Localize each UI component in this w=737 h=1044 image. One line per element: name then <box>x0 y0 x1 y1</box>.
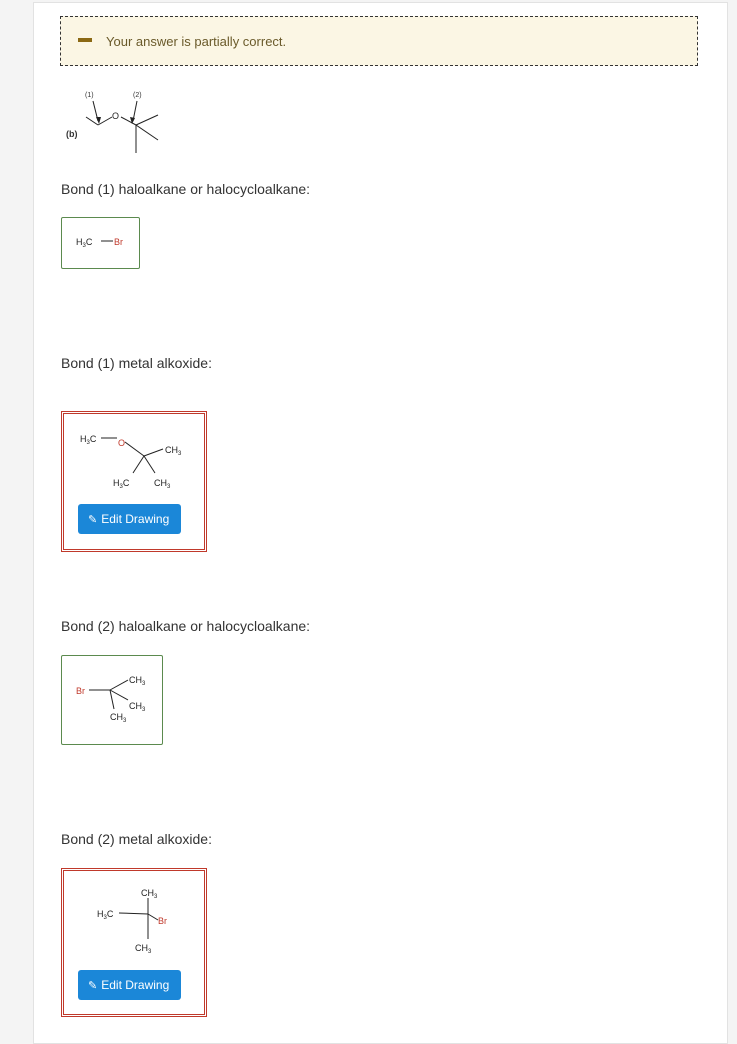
bond-ch3-a <box>86 117 98 125</box>
bond1-alkoxide-label: Bond (1) metal alkoxide: <box>61 355 212 371</box>
svg-text:Br: Br <box>114 237 123 247</box>
bond1-marker: (1) <box>85 92 94 99</box>
svg-text:CH3: $CH_3$ <box>165 445 182 457</box>
tbutyl-bromide-structure <box>62 656 162 744</box>
oxygen-atom: O <box>112 111 120 121</box>
edit-drawing-button[interactable]: ✎ Edit Drawing <box>78 504 181 534</box>
svg-text:H3C: $H_3C$ <box>113 478 130 490</box>
alkoxide1-structure <box>64 414 204 504</box>
question-structure <box>60 85 180 160</box>
svg-text:Br: Br <box>158 916 167 926</box>
pencil-icon: ✎ <box>88 980 98 992</box>
bond-c-me2 <box>136 125 158 140</box>
pencil-icon: ✎ <box>88 514 98 526</box>
edit-drawing-button[interactable]: ✎ Edit Drawing <box>78 970 181 1000</box>
bond2-haloalkane-answer[interactable] <box>61 655 163 745</box>
bond2-haloalkane-label: Bond (2) haloalkane or halocycloalkane: <box>61 618 311 634</box>
partial-icon <box>78 38 92 42</box>
svg-text:CH3: $CH_3$ <box>154 478 171 490</box>
svg-text:CH3: $CH_3$ <box>110 712 127 724</box>
alkoxide2-structure <box>64 871 204 961</box>
bond1-arrowhead <box>96 117 101 124</box>
bond1-alkoxide-answer[interactable] <box>61 411 207 552</box>
bond1-haloalkane-label: Bond (1) haloalkane or halocycloalkane: <box>61 181 311 197</box>
methyl-bromide-structure <box>62 218 139 268</box>
bond2-alkoxide-label: Bond (2) metal alkoxide: <box>61 831 212 847</box>
part-label: (b) <box>66 129 78 139</box>
svg-text:H3C: $H_3C$ <box>80 434 97 446</box>
bond-c-me1 <box>136 115 158 125</box>
svg-text:H3C: $H_3C$ <box>97 909 114 921</box>
svg-text:CH3: $CH_3$ <box>141 888 158 900</box>
svg-text:CH3: $CH_3$ <box>129 701 146 713</box>
svg-text:CH3: $CH_3$ <box>129 675 146 687</box>
svg-text:O: O <box>118 438 126 448</box>
svg-text:H3C: $H_3C$ <box>76 237 93 249</box>
bond2-marker: (2) <box>133 92 142 99</box>
svg-text:CH3: $CH_3$ <box>135 943 152 955</box>
feedback-banner <box>60 16 698 66</box>
svg-text:Br: Br <box>76 686 85 696</box>
bond2-alkoxide-answer[interactable] <box>61 868 207 1017</box>
feedback-message: Your answer is partially correct. <box>106 34 287 49</box>
bond1-haloalkane-answer[interactable] <box>61 217 140 269</box>
